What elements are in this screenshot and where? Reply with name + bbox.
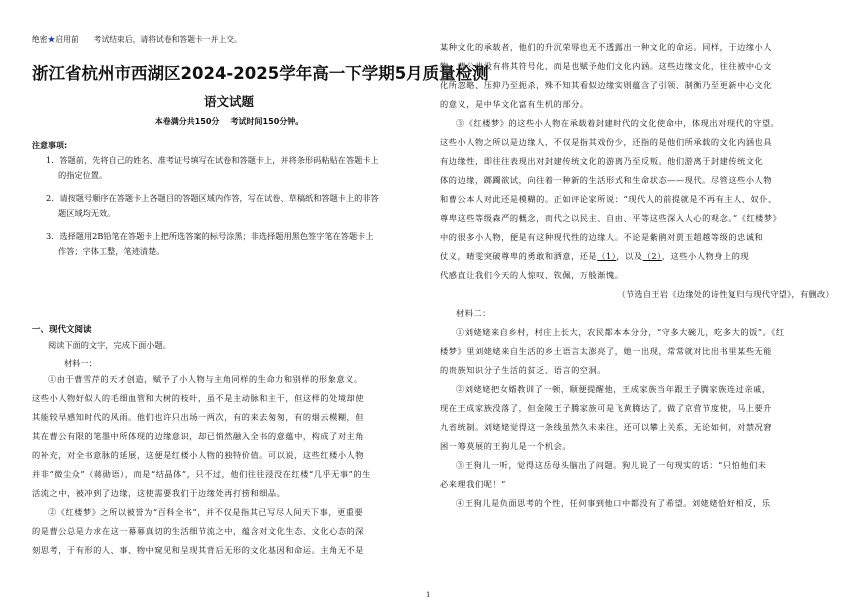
notice-item-2-line-1: 2．请按题号顺序在答题卡上各题目的答题区域内作答，写在试卷、草稿纸和答题卡上的非答 — [46, 193, 379, 203]
paragraph-line: ③《红楼梦》的这些小人物在承载着封建时代的文化使命中，体现出对现代的守望。 — [456, 118, 780, 128]
section-instruction: 阅读下面的文字，完成下面小题。 — [48, 340, 171, 350]
paragraph-line: 这些小人物之所以是边缘人，不仅是指其戏份少，还指的是他们所承载的文化内涵也具 — [440, 137, 773, 147]
paragraph-line: 的贵族知识分子生活的贫乏、语言的空洞。 — [440, 365, 607, 375]
page-number: 1 — [426, 591, 431, 599]
paragraph-line: ①由于曹雪芹的天才创造，赋予了小人物与主角同样的生命力和别样的形象意义。 — [48, 374, 363, 384]
paragraph-line: ②《红楼梦》之所以被誉为“百科全书”，并不仅是指其已写尽人间天下事，更重要 — [48, 507, 364, 517]
paragraph-fragment: 仗义，晴雯突破尊卑的勇敢和洒意，还是 — [440, 251, 598, 261]
paragraph-line: ①刘姥姥来自乡村，村庄上长大，农民都本本分分，“守多大碗儿，吃多大的饭”。《红 — [456, 327, 785, 337]
paragraph-line: 某种文化的承载者，他们的升沉荣辱也无不透露出一种文化的命运。同样，于边缘小人 — [440, 42, 773, 52]
secret-suffix: 启用前 — [55, 35, 79, 44]
blank-2[interactable]: （2） — [642, 251, 662, 261]
paragraph-line: 和曹公本人对此还是模糊的。正如评论家所说：“现代人的前提就是不再有主人、奴仆、 — [440, 194, 777, 204]
paragraph-line: 化所忽略、压抑乃至扼杀，殊不知其看似边缘实则蕴含了引领、制衡乃至更新中心文化 — [440, 80, 773, 90]
paragraph-line: ④王狗儿是负面思考的个性，任何事到他口中都没有了希望。刘姥姥恰好相反，乐 — [456, 498, 771, 508]
material2-label: 材料二： — [456, 308, 491, 318]
exam-subtitle: 语文试题 — [203, 94, 254, 109]
paragraph-line: ③王狗儿一听，觉得这岳母头脑出了问题。狗儿说了一句现实的话：“只怕他们未 — [456, 460, 767, 470]
paragraph-line: 这些小人物好似人的毛细血管和大树的枝叶，虽不是主动脉和主干，但这样的处境却使 — [32, 393, 365, 403]
paragraph-line: 现在王成家族没落了，但金陵王子腾家族可是飞黄腾达了，做了京营节度使，马上要升 — [440, 403, 773, 413]
paragraph-line: 其在曹公有限的笔墨中所体现的边缘意识，却已悄然融入全书的意蕴中，构成了对主角 — [32, 431, 365, 441]
paragraph-line: 中的很多小人物，便是有这种现代性的边缘人。不论是紫鹃对贾玉超越等级的忠诚和 — [440, 232, 764, 242]
notice-item-1-line-2: 的指定位置。 — [58, 170, 108, 180]
paragraph-line: 活流之中，被冲到了边缘，这使需要我们于边缘处再打捞和细品。 — [32, 488, 286, 498]
paragraph-line: 其能较早感知时代的风雨。他们也许只出场一两次，有的来去匆匆，有的烟云模糊，但 — [32, 412, 365, 422]
exam-notice: 考试结束后，请将试卷和答题卡一并上交。 — [93, 35, 242, 44]
paragraph-line: 并非“微尘众”（蒋勋语），而是“结晶体”，只不过，他们往往浸没在红楼“几乎无事”的生 — [32, 469, 371, 479]
paragraph-line-with-blanks — [440, 247, 834, 266]
paragraph-line: 九省统制。刘姥姥觉得这一条线虽然久未来往，还可以攀上关系，无论如何，对禁况窘 — [440, 422, 773, 432]
paragraph-line: ②刘姥姥把女婿教训了一顿，顺便提醒他，王成家族当年跟王子腾家族连过亲戚， — [456, 384, 771, 394]
paragraph-fragment: 这些小人物身上的现 — [670, 251, 750, 261]
notice-heading: 注意事项: — [32, 141, 68, 150]
paragraph-line: 尊卑这些等级森严的概念，而代之以民主、自由、平等这些深入人心的观念。”《红楼梦》 — [440, 213, 782, 223]
exam-header — [32, 34, 242, 45]
material1-paragraph-left — [32, 370, 426, 560]
section-heading: 一、现代文阅读 — [32, 325, 92, 335]
paragraph-line: 困一筹莫展的王狗儿是一个机会。 — [440, 441, 572, 451]
score-info: 本卷满分共150分 考试时间150分钟。 — [154, 117, 304, 126]
paragraph-line: 楼梦》里刘姥姥来自生活的乡土语言太澎亮了，她一出现，常常就对比出书里某些无能 — [440, 346, 773, 356]
notice-list — [46, 155, 426, 261]
star-icon: ★ — [47, 35, 56, 44]
paragraph-line: 代感直让我们今天的人惊叹、钦佩，万般渐愧。 — [440, 270, 624, 280]
paragraph-line: 体的边缘，踯躅欲试，向往着一种新的生活形式和生命状态——现代。尽管这些小人物 — [440, 175, 773, 185]
exam-title: 浙江省杭州市西湖区2024-2025学年高一下学期5月质量检测 — [32, 64, 489, 83]
paragraph-line: 刻思考，于有形的人、事、物中窥见和呈现其背后无形的文化基因和命运。主角无不是 — [32, 545, 365, 555]
paragraph-line: 有边缘性，即往往表现出对封建传统文化的游离乃至反叛。他们游离于封建传统文化 — [440, 156, 764, 166]
source-note: （节选自王岩《边缘处的诗性复归与现代守望》，有删改） — [617, 289, 834, 299]
paragraph-line: 必来理我们呢！” — [440, 479, 506, 489]
material1-label: 材料一： — [64, 358, 97, 368]
paragraph-line: 的补充，对全书意脉的延展，这便是红楼小人物的独特价值。可以说，这些红楼小人物 — [32, 450, 365, 460]
notice-item-2-line-2: 题区域均无效。 — [58, 208, 116, 218]
paragraph-line: 的意义，是中华文化富有生机的部分。 — [440, 99, 589, 109]
notice-item-1-line-1: 1．答题前，先将自己的姓名、准考证号填写在试卷和答题卡上，并将条形码粘贴在答题卡上 — [46, 155, 379, 165]
notice-item-3-line-1: 3．选择题用2B铅笔在答题卡上把所选答案的标号涂黑；非选择题用黑色签字笔在答题卡上 — [46, 231, 374, 241]
blank-1[interactable]: （1） — [597, 251, 617, 261]
blank-2-separator: ， — [661, 251, 671, 261]
secret-prefix: 绝密 — [32, 35, 48, 44]
paragraph-line: 物，曹公也没有将其符号化，而是也赋予他们文化内涵。这些边缘文化，往往被中心文 — [440, 61, 773, 71]
material1-paragraph-right — [440, 38, 834, 513]
blank-1-separator: ，以及 — [616, 251, 643, 261]
paragraph-line: 的是曹公总是力求在这一幕幕真切的生活细节流之中，蕴含对文化生态、文化心态的深 — [32, 526, 365, 536]
right-column — [440, 0, 834, 607]
notice-item-3-line-2: 作答；字体工整，笔迹清楚。 — [58, 246, 165, 256]
